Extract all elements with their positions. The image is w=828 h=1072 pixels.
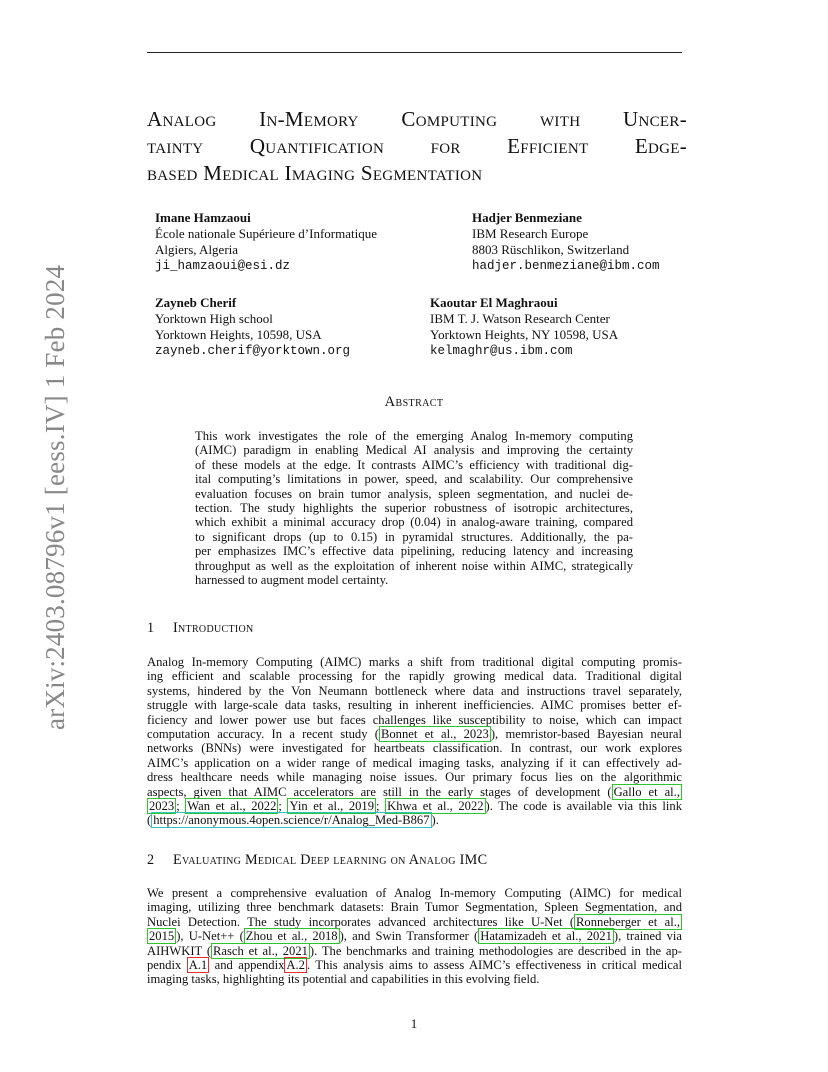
text-line: imaging, utilizing three benchmark datasets: Brain Tumor Segmentation, Spleen Segmentation, and (147, 900, 682, 915)
appendix-link[interactable]: A.2 (286, 958, 305, 973)
evaluation-paragraph (147, 886, 682, 987)
text-line: AIMC’s application on a wider range of medical imaging tasks, analyzing if it can effectively ad- (147, 755, 682, 770)
page-number: 1 (410, 1016, 418, 1031)
author-name: Kaoutar El Maghraoui (430, 295, 558, 310)
author-block (472, 210, 660, 274)
title-line: Analog In-Memory Computing with Uncer- (147, 107, 687, 131)
text-line: dress healthcare needs while managing noise issues. Our primary focus lies on the algorithmic (147, 770, 682, 785)
citation-link[interactable]: 2015 (149, 929, 175, 944)
title-line: tainty Quantification for Efficient Edge- (147, 134, 687, 158)
text-line (147, 915, 682, 929)
text-run: and appendix (209, 958, 285, 973)
text-run: ), and Swin Transformer ( (339, 929, 479, 944)
text-line (147, 944, 682, 958)
citation-link[interactable]: Wan et al., 2022 (187, 799, 277, 814)
text-run: ), memristor-based Bayesian neural (490, 727, 682, 742)
citation-link[interactable]: Hatamizadeh et al., 2021 (480, 929, 612, 944)
abstract-heading: Abstract (384, 394, 444, 410)
citation-link[interactable]: Gallo et al., (613, 784, 680, 799)
section-heading-evaluating (147, 852, 487, 869)
abstract-line: harnessed to augment model certainty. (195, 573, 389, 588)
introduction-paragraph (147, 655, 682, 828)
section-title: Evaluating Medical Deep learning on Analog IMC (173, 852, 488, 868)
abstract-line: tection. The study highlights the superior robustness of isotropic architectures, (195, 501, 633, 516)
text-run: ; (176, 799, 186, 814)
citation-link[interactable]: Yin et al., 2019 (289, 799, 375, 814)
text-line (147, 785, 682, 799)
abstract-line: ital computing’s limitations in power, speed, and scalability. Our comprehensive (195, 472, 633, 487)
section-heading-introduction (147, 620, 254, 637)
text-run: Nuclei Detection. The study incorporates advanced architectures like U-Net ( (147, 914, 575, 929)
abstract-line: of these models at the edge. It contrasts AIMC’s efficiency with traditional dig- (195, 457, 633, 472)
title-line: based Medical Imaging Segmentation (147, 161, 483, 185)
text-run: ; (376, 799, 386, 814)
citation-link[interactable]: Rasch et al., 2021 (213, 943, 308, 958)
text-run: AIHWKIT ( (147, 943, 212, 958)
text-line: networks (BNNs) were investigated for heartbeats classification. In contrast, our work explores (147, 741, 682, 756)
text-run: ; (278, 799, 288, 814)
text-run: ), trained via (613, 929, 682, 944)
text-run: pendix (147, 958, 187, 973)
citation-link[interactable]: 2023 (149, 799, 175, 814)
author-location: Yorktown Heights, 10598, USA (155, 327, 322, 342)
citation-link[interactable]: Ronneberger et al., (576, 914, 680, 929)
abstract-line: (AIMC) paradigm in enabling Medical AI analysis and improving the certainty (195, 443, 633, 458)
text-run: ), U-Net++ ( (176, 929, 244, 944)
author-email[interactable]: ji_hamzaoui@esi.dz (155, 259, 291, 273)
text-run: ). (431, 813, 439, 828)
author-location: Algiers, Algeria (155, 242, 239, 257)
author-email[interactable]: kelmaghr@us.ibm.com (430, 344, 573, 358)
abstract-body (195, 429, 633, 587)
text-run: ). The benchmarks and training methodologies are described in the ap- (309, 943, 682, 958)
text-line (147, 929, 682, 943)
text-line (147, 958, 682, 972)
author-block (155, 295, 350, 359)
author-location: Yorktown Heights, NY 10598, USA (430, 327, 619, 342)
author-name: Hadjer Benmeziane (472, 210, 582, 225)
section-title: Introduction (173, 620, 254, 636)
text-line: ing efficient and scalable processing for the rapidly growing medical data. Traditional digital (147, 669, 682, 684)
author-email[interactable]: zayneb.cherif@yorktown.org (155, 344, 351, 358)
text-line: ficiency and lower power use but faces challenges like susceptibility to noise, which can impact (147, 712, 682, 727)
text-line: struggle with large-scale data tasks, resulting in inherent inefficiencies. AIMC promises better ef- (147, 698, 682, 713)
appendix-link[interactable]: A.1 (188, 958, 208, 973)
abstract-line: throughput as well as the exploitation of inherent noise within AIMC, strategically (195, 558, 633, 573)
author-block (155, 210, 377, 274)
text-line (147, 799, 682, 813)
author-affiliation: IBM Research Europe (472, 226, 589, 241)
paper-title (147, 106, 687, 187)
abstract-line: per emphasizes IMC’s effective data pipelining, reducing latency and increasing (195, 544, 633, 559)
citation-link[interactable]: Khwa et al., 2022 (387, 799, 484, 814)
abstract-line: which exhibit a minimal accuracy drop (0.04) in analog-aware training, compared (195, 515, 633, 530)
abstract-line: evaluation focuses on brain tumor analysis, spleen segmentation, and nuclei de- (195, 486, 633, 501)
author-location: 8803 Rüschlikon, Switzerland (472, 242, 630, 257)
author-affiliation: Yorktown High school (155, 311, 273, 326)
text-run: aspects, given that AIMC accelerators are still in the early stages of development ( (147, 784, 612, 799)
abstract-line: to significant drops (up to 0.15) in pyramidal structures. Additionally, the pa- (195, 529, 633, 544)
text-run: ). The code is available via this link (485, 799, 682, 814)
text-line: We present a comprehensive evaluation of Analog In-memory Computing (AIMC) for medical (147, 886, 682, 900)
citation-link[interactable]: Bonnet et al., 2023 (380, 727, 489, 742)
text-line (147, 727, 682, 741)
top-rule (147, 52, 682, 53)
text-line: Analog In-memory Computing (AIMC) marks a shift from traditional digital computing promis- (147, 655, 682, 669)
author-affiliation: IBM T. J. Watson Research Center (430, 311, 610, 326)
author-name: Zayneb Cherif (155, 295, 237, 310)
text-line (147, 813, 682, 827)
text-run: . This analysis aims to assess AIMC’s effectiveness in critical medical (306, 958, 682, 973)
code-url-link[interactable]: https://anonymous.4open.science/r/Analog_Med-B867 (153, 813, 430, 828)
section-number: 2 (147, 852, 155, 868)
citation-link[interactable]: Zhou et al., 2018 (245, 929, 338, 944)
text-run: ( (147, 813, 152, 828)
section-number: 1 (147, 620, 155, 636)
author-name: Imane Hamzaoui (155, 210, 251, 225)
text-run: computation accuracy. In a recent study ( (147, 727, 379, 742)
author-email[interactable]: hadjer.benmeziane@ibm.com (472, 259, 660, 273)
abstract-line: This work investigates the role of the emerging Analog In-memory computing (195, 429, 633, 443)
text-line: imaging tasks, highlighting its potential and capabilities in this evolving field. (147, 972, 540, 987)
author-block (430, 295, 618, 359)
arxiv-identifier: arXiv:2403.08796v1 [eess.IV] 1 Feb 2024 (40, 264, 70, 730)
author-affiliation: École nationale Supérieure d’Informatique (155, 226, 377, 241)
text-line: systems, hindered by the Von Neumann bottleneck where data and instructions travel separately, (147, 683, 682, 698)
